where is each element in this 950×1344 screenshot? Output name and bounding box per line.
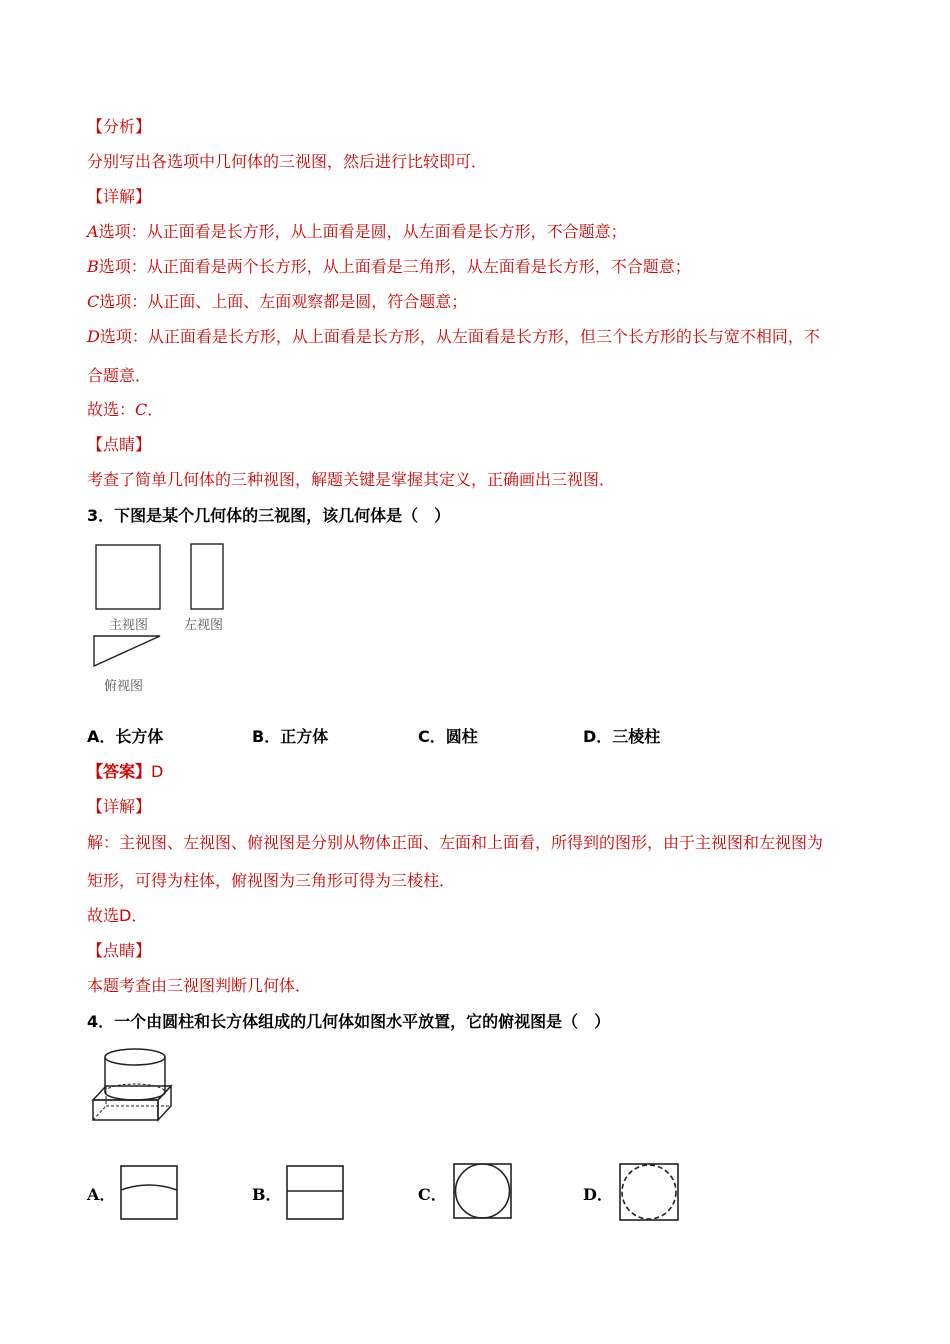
q3-stem: 3．下图是某个几何体的三视图，该几何体是（ ） [87, 506, 451, 525]
cylinder-top [105, 1049, 165, 1065]
q4-solid-figure [88, 1042, 183, 1122]
q3-detail-text-2: 矩形，可得为柱体，俯视图为三角形可得为三棱柱． [87, 871, 456, 890]
comment-text: 考查了简单几何体的三种视图，解题关键是掌握其定义，正确画出三视图． [87, 470, 616, 489]
q3-choice: 故选D． [87, 906, 148, 925]
analysis-tag: 【分析】 [87, 117, 152, 136]
q4-option-a-figure [118, 1162, 182, 1222]
q4-option-c-label: C． [418, 1185, 447, 1204]
choice-line [87, 400, 163, 420]
q4-option-b-label: B． [252, 1185, 282, 1204]
q3-comment-text: 本题考查由三视图判断几何体． [87, 976, 312, 995]
option-d-analysis-cont: 合题意． [87, 366, 152, 385]
q4-option-a-label: A． [87, 1185, 116, 1204]
option-text: 选项：从正面看是长方形，从上面看是圆，从左面看是长方形，不合题意； [98, 222, 627, 241]
option-text: 选项：从正面看是长方形，从上面看是长方形，从左面看是长方形，但三个长方形的长与宽不相同，不 [99, 327, 820, 346]
top-view-triangle [94, 636, 160, 666]
choice-prefix: 故选： [87, 400, 136, 419]
left-view-caption: 左视图 [184, 618, 224, 633]
q3-answer-line [87, 762, 163, 782]
option-letter: C [87, 292, 100, 311]
q3-detail-text-1: 解：主视图、左视图、俯视图是分别从物体正面、左面和上面看，所得到的图形，由于主视图和左视图为 [87, 833, 824, 852]
option-letter: B [87, 257, 99, 276]
choice-suffix: ． [147, 400, 164, 419]
top-view-caption: 俯视图 [104, 679, 144, 694]
option-text: 选项：从正面看是两个长方形，从上面看是三角形，从左面看是长方形，不合题意； [98, 257, 691, 276]
analysis-text: 分别写出各选项中几何体的三视图，然后进行比较即可． [87, 152, 488, 171]
q4-option-b-figure [284, 1162, 348, 1222]
q4-option-c-figure [450, 1160, 516, 1222]
option-text: 选项：从正面、上面、左面观察都是圆，符合题意； [99, 292, 468, 311]
q3-comment-tag: 【点睛】 [87, 941, 152, 960]
front-view-square [96, 545, 160, 609]
answer-tag: 【答案】 [87, 762, 152, 781]
q3-detail-tag: 【详解】 [87, 797, 152, 816]
front-view-caption: 主视图 [109, 618, 149, 633]
option-letter: A [87, 222, 99, 241]
option-c-analysis [87, 292, 467, 312]
answer-value: D [151, 762, 164, 781]
q4-option-d-figure [616, 1160, 684, 1224]
option-d-analysis [87, 327, 820, 347]
option-a-analysis [87, 222, 627, 242]
detail-tag: 【详解】 [87, 187, 152, 206]
q3-option-b: B．正方体 [252, 727, 329, 746]
choice-letter: C [135, 400, 148, 419]
q4-stem: 4．一个由圆柱和长方体组成的几何体如图水平放置，它的俯视图是（ ） [87, 1012, 611, 1031]
option-letter: D [87, 327, 100, 346]
q3-option-a: A．长方体 [87, 727, 164, 746]
q3-option-d: D．三棱柱 [583, 727, 661, 746]
option-b-analysis [87, 257, 691, 277]
left-view-rectangle [191, 544, 223, 609]
cuboid-front-face [93, 1100, 158, 1120]
q4-option-d-label: D． [583, 1185, 613, 1204]
comment-tag: 【点睛】 [87, 435, 152, 454]
q3-option-c: C．圆柱 [418, 727, 478, 746]
